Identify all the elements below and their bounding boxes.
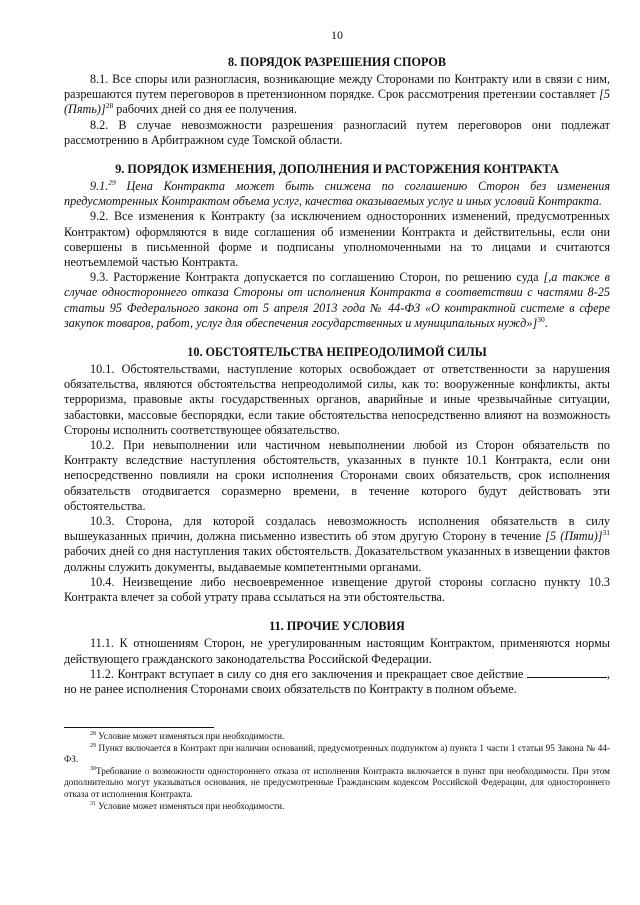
clause-11-1: 11.1. К отношениям Сторон, не урегулированным настоящим Контрактом, применяются нормы действующего гражданского законодательства Российской Федерации. (64, 636, 610, 666)
footnote-ref-31: 31 (602, 528, 610, 538)
clause-9-3: 9.3. Расторжение Контракта допускается по соглашению Сторон, по решению суда [,а также в случае одностороннего отказа Стороны от исполнения Контракта в соответствии с частями 8-25 статьи 95 Федерального закона от 5 апреля 2013 года № 44-ФЗ «О контрактной системе в сфере закупок товаров, работ, услуг для обеспечения государственных и муниципальных нужд»]$^{30}$. (64, 270, 610, 330)
clause-10-3: 10.3. Сторона, для которой создалась невозможность исполнения обязательств в силу вышеуказанных причин, должна письменно известить об этом другую Сторону в течение [5 (Пяти)]$^{31}$ рабочих дней со дня наступления таких обстоятельств. Доказательством указанных в извещении фактов должны служить документы, выдаваемые компетентными органами. (64, 514, 610, 574)
footnote-31: $^{31}$ Условие может изменяться при необходимости. (90, 800, 285, 811)
clause-8-2: 8.2. В случае невозможности разрешения разногласий путем переговоров они подлежат рассмотрению в Арбитражном суде Томской области. (64, 117, 610, 147)
footnote-30: $^{30}$Требование о возможности одностороннего отказа от исполнения Контракта включается в пункт при необходимости. При этом дополнительно могут указываться основания, не предусмотренные Гражданским кодексом Российской Федерации, для одностороннего отказа от исполнения Контракта. (64, 765, 610, 800)
footnote-ref-30: 30 (537, 314, 545, 324)
clause-10-1: 10.1. Обстоятельствами, наступление которых освобождает от ответственности за нарушения обязательства, являются обстоятельства непреодолимой силы, как то: вооруженные конфликты, акты терроризма, правовые акты государственных органов, аварийные и иные чрезвычайные ситуации, забастовки, массовые беспорядки, если такие обстоятельства непосредственно влияют на возможность Стороны исполнить соответствующее обязательство. (64, 362, 610, 437)
footnote-ref-29: 29 (108, 177, 116, 187)
clause-9-1: 9.1.29 Цена Контракта может быть снижена по соглашению Сторон без изменения предусмотренных Контрактом объема услуг, качества оказываемых услуг и иных условий Контракта. (64, 177, 610, 209)
footnote-ref-28: 28 (105, 101, 114, 111)
section-11-title: 11. ПРОЧИЕ УСЛОВИЯ (269, 619, 405, 634)
document-page (64, 28, 610, 812)
section-10-title: 10. ОБСТОЯТЕЛЬСТВА НЕПРЕОДОЛИМОЙ СИЛЫ (187, 345, 487, 360)
clause-8-1: 8.1. Все споры или разногласия, возникающие между Сторонами по Контракту или в связи с ним, разрешаются путем переговоров в претензионном порядке. Срок рассмотрения претензии составляет [5 (Пять)]$^{28}$ рабочих дней со дня ее получения. (64, 72, 610, 117)
footnote-28: $^{28}$ Условие может изменяться при необходимости. (90, 731, 285, 742)
page-number: 10 (331, 28, 343, 42)
clause-11-2: 11.2. Контракт вступает в силу со дня его заключения и прекращает свое действие , но не ранее исполнения Сторонами своих обязательств по Контракту в полном объеме. (64, 666, 610, 696)
blank-fill-line (527, 667, 607, 678)
footnote-29: $^{29}$ Пункт включается в Контракт при наличии оснований, предусмотренных подпунктом а) пункта 1 части 1 статьи 95 Закона № 44-ФЗ. (64, 742, 610, 765)
clause-10-4: 10.4. Неизвещение либо несвоевременное извещение другой стороны согласно пункту 10.3 Контракта влечет за собой утрату права ссылаться на эти обстоятельства. (64, 574, 610, 605)
clause-9-2: 9.2. Все изменения к Контракту (за исключением односторонних изменений, предусмотренных Контрактом) оформляются в виде соглашения об изменении Контракта и действительны, если они совершены в письменной форме и подписаны уполномоченными на то лицами и считаются неотъемлемой частью Контракта. (64, 209, 610, 270)
section-9-title: 9. ПОРЯДОК ИЗМЕНЕНИЯ, ДОПОЛНЕНИЯ И РАСТОРЖЕНИЯ КОНТРАКТА (115, 162, 559, 177)
clause-10-2: 10.2. При невыполнении или частичном невыполнении любой из Сторон обязательств по Контракту вследствие наступления обстоятельств, указанных в пункте 10.1 Контракта, если они непосредственно повлияли на сроки исполнения Сторонами своих обязательств, срок исполнения обязательств отодвигается соразмерно времени, в течение которого будут действовать эти обстоятельства. (64, 438, 610, 513)
section-8-title: 8. ПОРЯДОК РАЗРЕШЕНИЯ СПОРОВ (228, 55, 446, 69)
footnote-separator (64, 727, 214, 728)
